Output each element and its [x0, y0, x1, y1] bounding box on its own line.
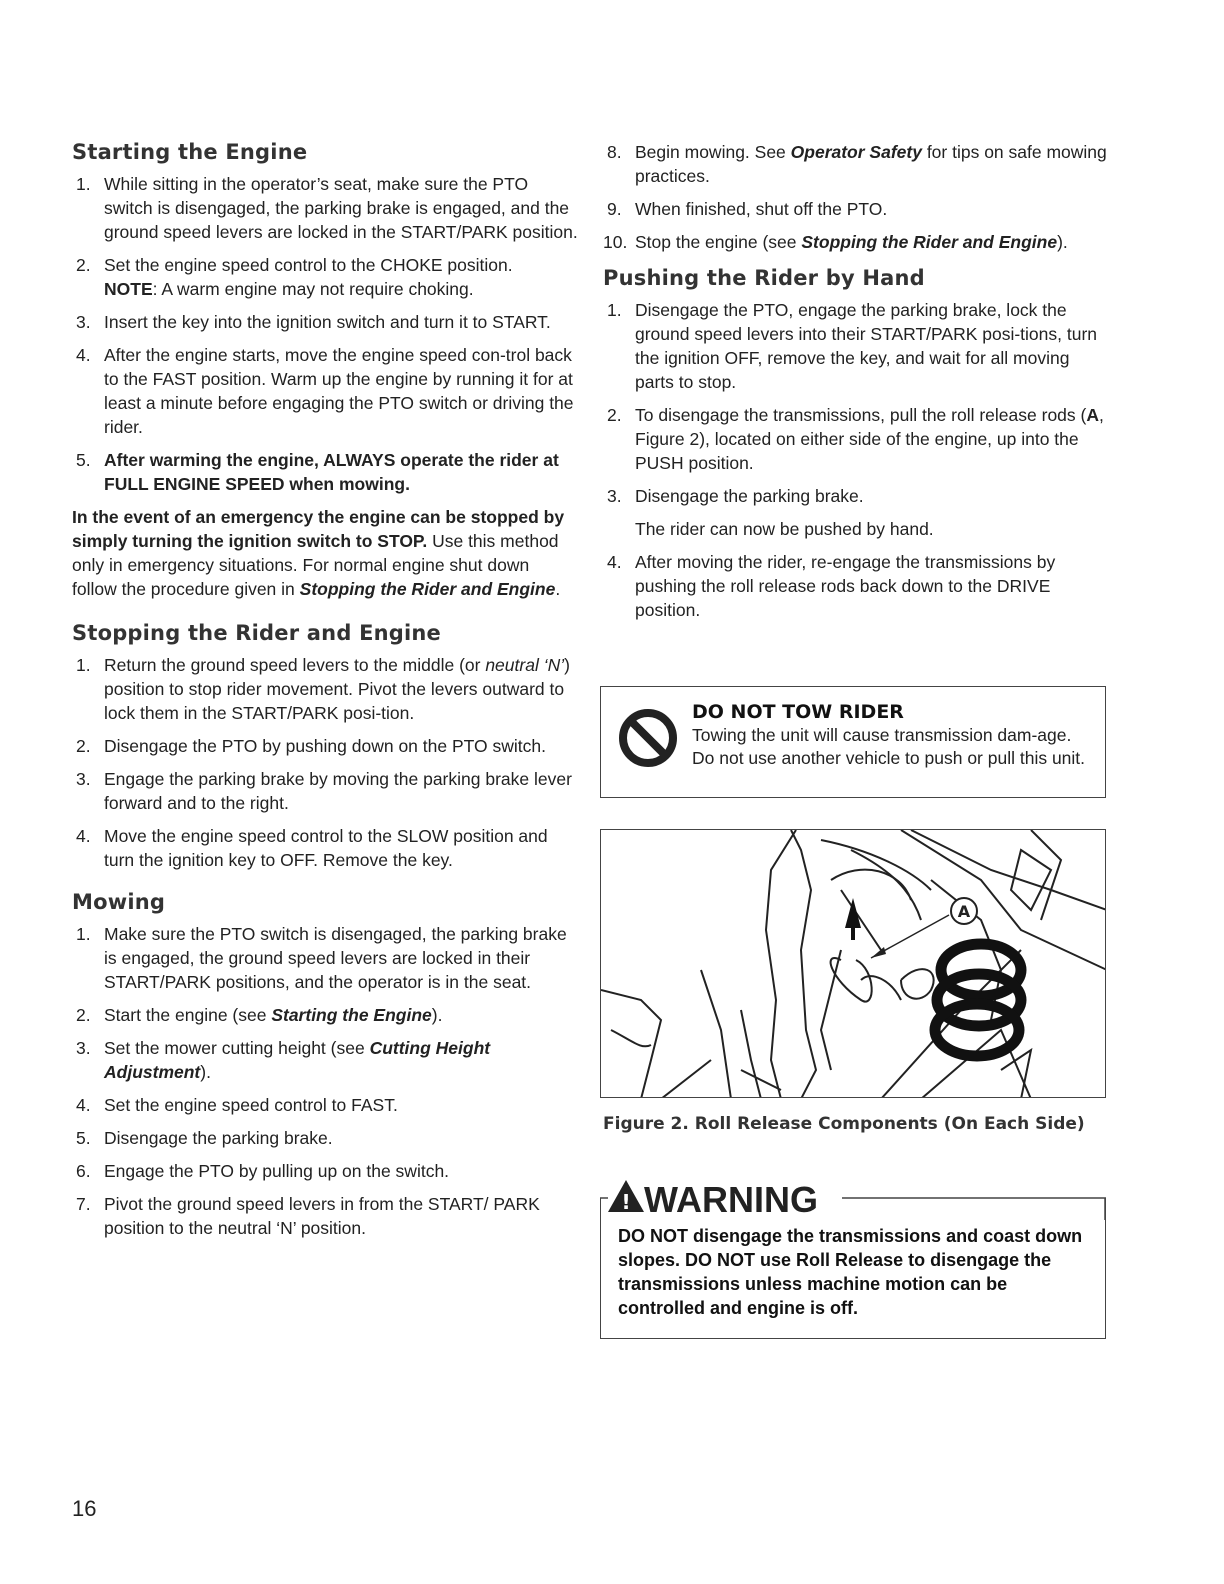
figure-box — [600, 829, 1106, 1098]
section-title-starting: Starting the Engine — [72, 140, 308, 164]
list-item: 4. Move the engine speed control to the SLOW position and turn the ignition key to OFF. Remove the key. — [76, 826, 548, 870]
list-item: 10. Stop the engine (see Stopping the Rider and Engine). — [603, 232, 1068, 252]
warning-title: WARNING — [644, 1179, 818, 1220]
list-item: 2. Set the engine speed control to the CHOKE position. — [76, 255, 513, 275]
illustration-lines — [601, 830, 1106, 1098]
list-item: 4. Set the engine speed control to FAST. — [76, 1095, 398, 1115]
warning-text: DO NOT disengage the transmissions and coast down slopes. DO NOT use Roll Release to disengage the transmissions unless machine motion can be controlled and engine is off. — [618, 1226, 1083, 1318]
section-title-stopping: Stopping the Rider and Engine — [72, 621, 441, 645]
spring — [935, 944, 1021, 1056]
emergency-paragraph: In the event of an emergency the engine can be stopped by simply turning the ignition switch to STOP. Use this method only in emergency situations. For normal engine shut down follow the procedure given in Stopping the Rider and Engine. — [72, 507, 565, 599]
list-item: 6. Engage the PTO by pulling up on the switch. — [76, 1161, 450, 1181]
list-item: 5. Disengage the parking brake. — [76, 1128, 333, 1148]
section-title-mowing: Mowing — [72, 890, 166, 914]
list-item: 1. While sitting in the operator’s seat, make sure the PTO switch is disengaged, the parking brake is engaged, and the ground speed levers are locked in the START/PARK position. — [76, 174, 578, 242]
caution-title: DO NOT TOW RIDER — [692, 701, 904, 723]
list-item: 3. Disengage the parking brake. — [607, 486, 864, 506]
mowing-steps-right — [603, 140, 1107, 254]
note: NOTE: A warm engine may not require choking. — [104, 279, 474, 299]
caution-content — [692, 700, 1092, 770]
page-number: 16 — [72, 1496, 97, 1521]
list-item: 3. Set the mower cutting height (see Cutting Height Adjustment). — [76, 1038, 491, 1082]
section-title-pushing: Pushing the Rider by Hand — [603, 266, 925, 290]
arrow-up-icon — [845, 898, 861, 940]
caution-text: Towing the unit will cause transmission dam-age. Do not use another vehicle to push or pull this unit. — [692, 725, 1086, 768]
pushing-steps — [603, 298, 1107, 508]
left-column — [72, 140, 578, 1249]
right-column — [603, 140, 1107, 631]
callout-label: A — [957, 902, 971, 921]
mowing-steps-left — [72, 922, 578, 1240]
list-item: 4. After the engine starts, move the engine speed con-trol back to the FAST position. Warm up the engine by running it for at least a minute before engaging the PTO switch or driving the rider. — [76, 345, 574, 437]
prohibition-icon — [618, 708, 678, 768]
list-item: 2. Disengage the PTO by pushing down on the PTO switch. — [76, 736, 546, 756]
list-item: 1. Return the ground speed levers to the middle (or neutral ‘N’) position to stop rider movement. Pivot the levers outward to lock them in the START/PARK posi-tion. — [76, 655, 570, 723]
push-note: The rider can now be pushed by hand. — [635, 519, 934, 539]
callout-arrowhead — [871, 947, 886, 958]
list-item: 3. Insert the key into the ignition switch and turn it to START. — [76, 312, 551, 332]
list-item: 5. After warming the engine, ALWAYS operate the rider at FULL ENGINE SPEED when mowing. — [76, 450, 559, 494]
list-item: 1. Disengage the PTO, engage the parking brake, lock the ground speed levers into their START/PARK posi-tions, turn the ignition OFF, remove the key, and wait for all moving parts to stop. — [607, 300, 1098, 392]
stopping-steps — [72, 653, 578, 872]
list-item: 2. To disengage the transmissions, pull the roll release rods (A, Figure 2), located on either side of the engine, up into the PUSH position. — [607, 405, 1104, 473]
list-item: 3. Engage the parking brake by moving the parking brake lever forward and to the right. — [76, 769, 572, 813]
warning-exclamation-icon: ! — [621, 1190, 631, 1214]
list-item: 8. Begin mowing. See Operator Safety for tips on safe mowing practices. — [607, 142, 1107, 186]
list-item: 1. Make sure the PTO switch is disengaged, the parking brake is engaged, the ground speed levers are locked in their START/PARK positions, and the operator is in the seat. — [76, 924, 567, 992]
starting-steps — [72, 172, 578, 277]
list-item: 7. Pivot the ground speed levers in from the START/ PARK position to the neutral ‘N’ position. — [76, 1194, 540, 1238]
figure-caption: Figure 2. Roll Release Components (On Each Side) — [603, 1114, 1085, 1134]
list-item: 2. Start the engine (see Starting the Engine). — [76, 1005, 443, 1025]
list-item: 4. After moving the rider, re-engage the transmissions by pushing the roll release rods back down to the DRIVE position. — [607, 552, 1056, 620]
roll-release-illustration — [601, 830, 1106, 1098]
list-item: 9. When finished, shut off the PTO. — [607, 199, 888, 219]
